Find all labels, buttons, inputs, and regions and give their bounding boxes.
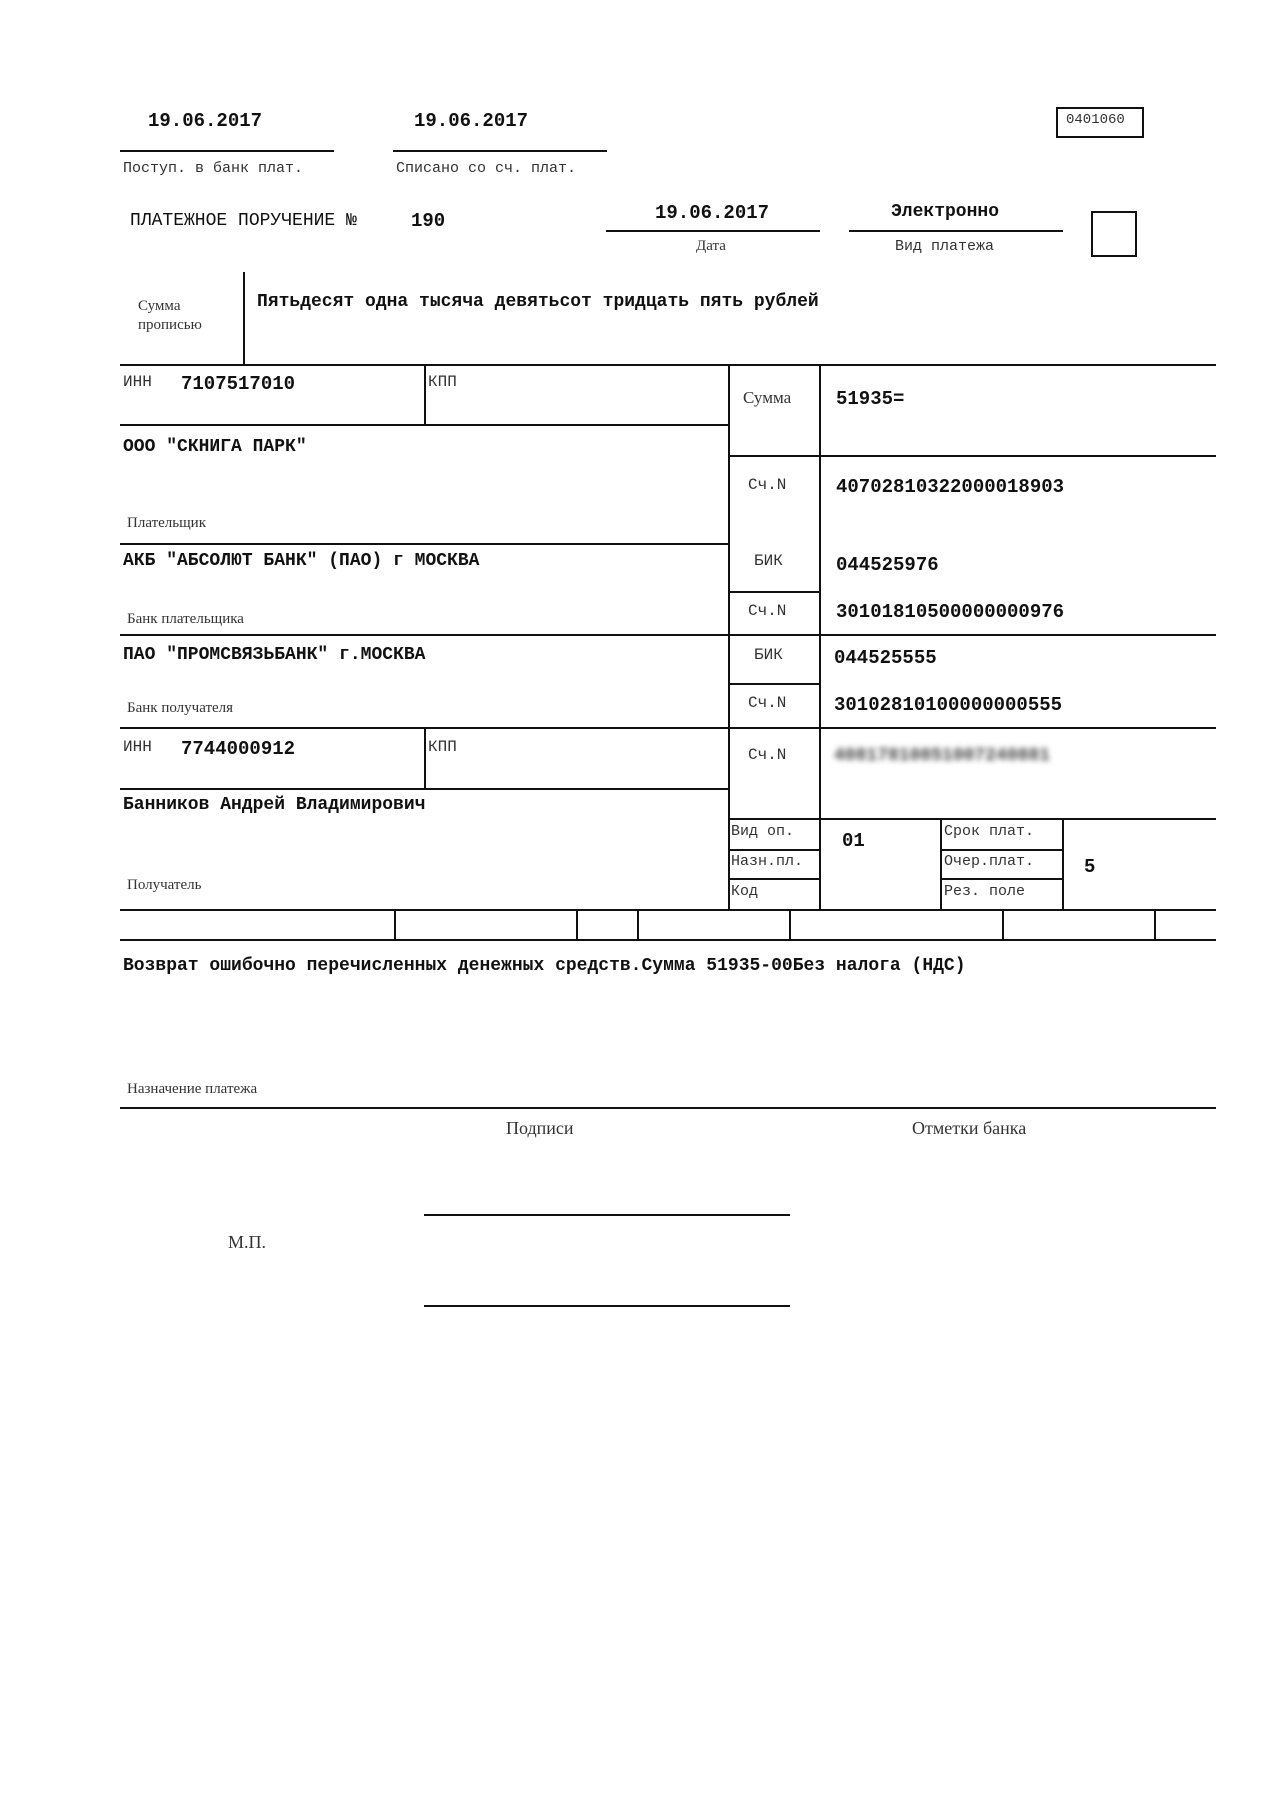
rez-label: Рез. поле [944,883,1026,900]
vid-op-value: 01 [842,830,865,852]
payer-bank-account-label: Сч.N [748,602,787,620]
payer-inn-line [120,424,728,426]
recipient-label: Получатель [127,877,202,893]
recipient-bik-line [728,683,819,685]
recipient-kpp-label: КПП [428,738,457,756]
payer-line [120,543,728,545]
operation-col-2 [940,818,942,909]
ocher-value: 5 [1084,856,1096,878]
payer-bank-label: Банк плательщика [127,611,244,627]
recipient-inn-label: ИНН [123,738,152,756]
order-number: 190 [411,210,446,232]
recipient-inn-line [120,788,728,790]
tax-row-bottom [120,939,1216,941]
recipient-bank-account-label: Сч.N [748,694,787,712]
payment-purpose-label: Назначение платежа [127,1081,258,1097]
tax-cell-4 [789,909,791,939]
payer-label: Плательщик [127,515,206,531]
tax-cell-3 [637,909,639,939]
operation-line [728,818,1216,820]
amount-line [728,455,1216,457]
stamp-label: М.П. [228,1232,267,1252]
payment-type-label: Вид платежа [895,238,995,255]
recipient-account-blurred: 40817810851007240881 [834,746,1051,766]
nazn-line-left [728,849,819,851]
recipient-bank-name: ПАО "ПРОМСВЯЗЬБАНК" г.МОСКВА [123,645,426,665]
kod-label: Код [731,883,759,900]
payer-inn-label: ИНН [123,373,152,391]
payment-type: Электронно [891,202,1000,222]
srok-label: Срок плат. [944,823,1035,840]
recipient-inn-divider [424,727,426,788]
amount-words-label-1: Сумма [138,298,181,314]
recipient-name: Банников Андрей Владимирович [123,795,426,815]
payer-bank-name: АКБ "АБСОЛЮТ БАНК" (ПАО) г МОСКВА [123,551,480,571]
grid-col-left [728,364,730,909]
signatures-label: Подписи [506,1118,574,1138]
debited-date-line [393,150,607,152]
amount-value: 51935= [836,388,905,410]
payer-name: ООО "СКНИГА ПАРК" [123,437,307,457]
tax-cell-1 [394,909,396,939]
received-date-line [120,150,334,152]
tax-cell-5 [1002,909,1004,939]
tax-row-top [120,909,1216,911]
nazn-label: Назн.пл. [731,853,804,870]
recipient-bik: 044525555 [834,647,937,669]
payer-inn: 7107517010 [181,373,296,395]
order-date-line [606,230,820,232]
operation-col-3 [1062,818,1064,909]
received-date: 19.06.2017 [148,110,263,132]
amount-words-label-2: прописью [138,317,202,333]
ocher-line [940,849,1062,851]
payer-bik: 044525976 [836,554,939,576]
ocher-label: Очер.плат. [944,853,1035,870]
recipient-inn: 7744000912 [181,738,296,760]
amount-label: Сумма [743,388,792,407]
order-date: 19.06.2017 [655,202,770,224]
grid-line-top [120,364,1216,366]
purpose-line [120,1107,1216,1109]
payment-purpose: Возврат ошибочно перечисленных денежных средств.Сумма 51935-00Без налога (НДС) [123,956,966,976]
payer-inn-divider [424,364,426,424]
grid-col-mid [819,364,821,909]
recipient-bank-label: Банк получателя [127,700,234,716]
amount-in-words: Пятьдесят одна тысяча девятьсот тридцать пять рублей [257,292,819,312]
bank-marks-label: Отметки банка [912,1118,1027,1138]
tax-cell-2 [576,909,578,939]
recipient-bank-line [120,727,1216,729]
form-code: 0401060 [1066,112,1125,128]
order-date-label: Дата [696,238,726,254]
payer-bank-line [120,634,1216,636]
tax-cell-6 [1154,909,1156,939]
payer-account-label: Сч.N [748,476,787,494]
signature-line-1 [424,1214,790,1216]
debited-date: 19.06.2017 [414,110,529,132]
payer-bik-line [728,591,819,593]
recipient-account-label: Сч.N [748,746,787,764]
payer-kpp-label: КПП [428,373,457,391]
status-checkbox[interactable] [1091,211,1137,257]
order-title: ПЛАТЕЖНОЕ ПОРУЧЕНИЕ № [130,211,357,231]
received-date-label: Поступ. в банк плат. [123,160,304,177]
recipient-bik-label: БИК [754,646,783,664]
recipient-bank-account: 30102810100000000555 [834,694,1063,716]
debited-date-label: Списано со сч. плат. [396,160,577,177]
signature-line-2 [424,1305,790,1307]
amount-words-divider [243,272,245,365]
payer-account: 40702810322000018903 [836,476,1065,498]
vid-op-label: Вид оп. [731,823,795,840]
kod-line-left [728,878,819,880]
payer-bik-label: БИК [754,552,783,570]
payer-bank-account: 30101810500000000976 [836,601,1065,623]
payment-type-line [849,230,1063,232]
rez-line [940,878,1062,880]
